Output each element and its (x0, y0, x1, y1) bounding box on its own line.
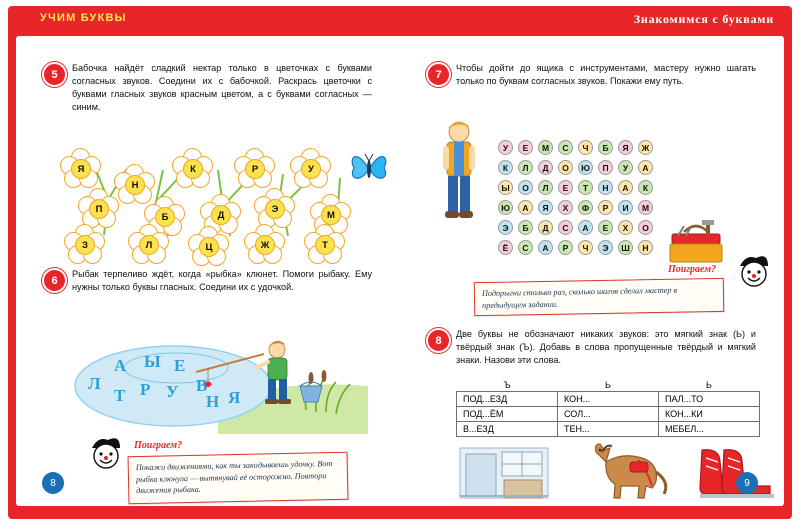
grid-cell-5-0[interactable]: Ё (498, 240, 513, 255)
clown-face-icon-right (730, 252, 776, 303)
grid-cell-1-4[interactable]: Ю (578, 160, 593, 175)
flower-letter: У (301, 159, 321, 179)
play-label-right: Поиграем? (668, 264, 717, 275)
butterfly-icon (346, 144, 392, 195)
flower-row3-3[interactable] (244, 224, 284, 264)
grid-cell-2-5[interactable]: Н (598, 180, 613, 195)
grid-cell-1-6[interactable]: У (618, 160, 633, 175)
grid-cell-1-0[interactable]: К (498, 160, 513, 175)
grid-cell-0-2[interactable]: М (538, 140, 553, 155)
flower-letter: Н (125, 175, 145, 195)
skates-picture (694, 446, 778, 506)
table-row (457, 392, 760, 407)
grid-cell-3-0[interactable]: Ю (498, 200, 513, 215)
clown-face-icon (82, 434, 128, 485)
table-cell-2-1[interactable]: ТЕН... (558, 422, 659, 437)
task-8-number: 8 (426, 328, 451, 353)
grid-cell-5-3[interactable]: Р (558, 240, 573, 255)
flower-row2-0[interactable] (78, 188, 118, 228)
grid-cell-0-0[interactable]: У (498, 140, 513, 155)
flower-row3-0[interactable] (64, 224, 104, 264)
grid-cell-2-3[interactable]: Е (558, 180, 573, 195)
flower-row1-2[interactable] (172, 148, 212, 188)
pond-letter-9[interactable]: Я (228, 388, 241, 407)
flower-letter: М (321, 205, 341, 225)
page-inner (16, 36, 784, 506)
grid-cell-4-1[interactable]: Б (518, 220, 533, 235)
grid-cell-4-3[interactable]: С (558, 220, 573, 235)
page-number-right: 9 (736, 472, 758, 494)
grid-cell-2-7[interactable]: К (638, 180, 653, 195)
grid-cell-4-0[interactable]: Э (498, 220, 513, 235)
table-cell-1-0[interactable]: ПОД...ЁМ (457, 407, 558, 422)
grid-cell-1-7[interactable]: А (638, 160, 653, 175)
flower-row3-1[interactable] (128, 224, 168, 264)
flower-letter: Т (315, 235, 335, 255)
flower-row1-4[interactable] (290, 148, 330, 188)
table-header-2: Ь (706, 380, 712, 390)
grid-cell-0-4[interactable]: Ч (578, 140, 593, 155)
page-number-left: 8 (42, 472, 64, 494)
grid-cell-4-5[interactable]: Е (598, 220, 613, 235)
play-label-left: Поиграем? (134, 440, 183, 451)
task-7-text: Чтобы дойти до ящика с инструментами, мастеру нужно шагать только по буквам согласных звуков. Покажи ему путь. (456, 63, 756, 86)
pond-letter-0[interactable]: Л (88, 374, 101, 393)
table-row (457, 422, 760, 437)
table-cell-1-1[interactable]: СОЛ... (558, 407, 659, 422)
grid-cell-1-1[interactable]: Л (518, 160, 533, 175)
grid-cell-4-6[interactable]: Х (618, 220, 633, 235)
word-table (456, 378, 760, 437)
flower-letter: Э (265, 199, 285, 219)
grid-cell-4-4[interactable]: А (578, 220, 593, 235)
task-5-text: Бабочка найдёт сладкий нектар только в цветочках с буквами согласных звуков. Соедини их с бабочкой. Раскрась цветочки с буквами гласных звуков красным цветом, а с буквами согласных — синим. (72, 63, 372, 112)
grid-cell-5-6[interactable]: Ш (618, 240, 633, 255)
horse-picture (582, 440, 674, 506)
table-header-1: Ь (605, 380, 611, 390)
table-row (457, 407, 760, 422)
pond-letter-4[interactable]: Т (114, 386, 126, 405)
grid-cell-4-7[interactable]: О (638, 220, 653, 235)
flower-row1-3[interactable] (234, 148, 274, 188)
grid-cell-3-4[interactable]: Ф (578, 200, 593, 215)
grid-cell-3-2[interactable]: Я (538, 200, 553, 215)
grid-cell-3-5[interactable]: Р (598, 200, 613, 215)
table-cell-0-1[interactable]: КОН... (558, 392, 659, 407)
grid-cell-2-0[interactable]: Ы (498, 180, 513, 195)
table-cell-0-2[interactable]: ПАЛ...ТО (659, 392, 760, 407)
task-5-number: 5 (42, 62, 67, 87)
grid-cell-3-6[interactable]: И (618, 200, 633, 215)
grid-cell-5-7[interactable]: Н (638, 240, 653, 255)
grid-cell-0-6[interactable]: Я (618, 140, 633, 155)
flower-letter: Я (71, 159, 91, 179)
flower-letter: Б (155, 207, 175, 227)
pond-letter-3[interactable]: Е (174, 356, 186, 375)
grid-cell-0-7[interactable]: Ж (638, 140, 653, 155)
craftsman-figure (430, 112, 488, 235)
pond-scene (68, 324, 368, 439)
header-right-label: Знакомимся с буквами (633, 12, 774, 26)
grid-cell-0-5[interactable]: Б (598, 140, 613, 155)
grid-cell-1-3[interactable]: О (558, 160, 573, 175)
pond-letter-8[interactable]: Н (206, 392, 220, 411)
task-7-number: 7 (426, 62, 451, 87)
grid-cell-5-2[interactable]: А (538, 240, 553, 255)
grid-cell-2-4[interactable]: Т (578, 180, 593, 195)
grid-cell-3-7[interactable]: М (638, 200, 653, 215)
grid-cell-5-1[interactable]: С (518, 240, 533, 255)
flower-letter: З (75, 235, 95, 255)
pond-letter-7[interactable]: В (196, 376, 208, 395)
table-header-row (457, 378, 760, 392)
grid-cell-2-1[interactable]: О (518, 180, 533, 195)
note-task-6: Покажи движениями, как ты закидываешь удочку. Вот рыбка клюнула — вытянувай её осторожно. Повтори движения рыбака. (128, 452, 349, 505)
grid-cell-1-5[interactable]: П (598, 160, 613, 175)
entrance-picture (458, 444, 550, 505)
flower-letter: Ц (199, 237, 219, 257)
grid-cell-0-3[interactable]: С (558, 140, 573, 155)
task-6-text: Рыбак терпеливо ждёт, когда «рыбка» клюнет. Помоги рыбаку. Ему нужны только буквы гласных. Соедини их с удочкой. (72, 269, 372, 292)
flower-row1-0[interactable] (60, 148, 100, 188)
grid-cell-0-1[interactable]: Е (518, 140, 533, 155)
table-cell-2-0[interactable]: В...ЕЗД (457, 422, 558, 437)
flower-row3-2[interactable] (188, 226, 228, 266)
task-8-text: Две буквы не обозначают никаких звуков: это мягкий знак (Ь) и твёрдый знак (Ъ). Добавь в слова пропущенные твёрдый и мягкий знаки. Назови эти слова. (456, 329, 756, 365)
pond-letter-5[interactable]: Р (140, 380, 151, 399)
grid-cell-2-2[interactable]: Л (538, 180, 553, 195)
flower-letter: Д (211, 205, 231, 225)
flower-letter: Р (245, 159, 265, 179)
task-6-number: 6 (42, 268, 67, 293)
note-task-7: Подпрыгни столько раз, сколько шагов сделал мастер в предыдущем задании. (474, 278, 725, 316)
pond-letter-2[interactable]: Ы (144, 352, 161, 371)
grid-cell-1-2[interactable]: Д (538, 160, 553, 175)
table-cell-0-0[interactable]: ПОД...ЕЗД (457, 392, 558, 407)
flower-row3-4[interactable] (304, 224, 344, 264)
pond-letter-1[interactable]: А (114, 356, 127, 375)
table-cell-1-2[interactable]: КОН...КИ (659, 407, 760, 422)
header-left-label: УЧИМ БУКВЫ (40, 12, 127, 24)
grid-cell-5-5[interactable]: Э (598, 240, 613, 255)
pond-letter-6[interactable]: У (166, 382, 179, 401)
grid-cell-3-3[interactable]: Х (558, 200, 573, 215)
grid-cell-4-2[interactable]: Д (538, 220, 553, 235)
grid-cell-2-6[interactable]: А (618, 180, 633, 195)
table-header-0: Ъ (503, 380, 511, 390)
flower-letter: К (183, 159, 203, 179)
table-cell-2-2[interactable]: МЕБЕЛ... (659, 422, 760, 437)
flower-letter: Ж (255, 235, 275, 255)
grid-cell-5-4[interactable]: Ч (578, 240, 593, 255)
flower-row2-3[interactable] (254, 188, 294, 228)
grid-cell-3-1[interactable]: А (518, 200, 533, 215)
flower-letter: П (89, 199, 109, 219)
flower-letter: Л (139, 235, 159, 255)
